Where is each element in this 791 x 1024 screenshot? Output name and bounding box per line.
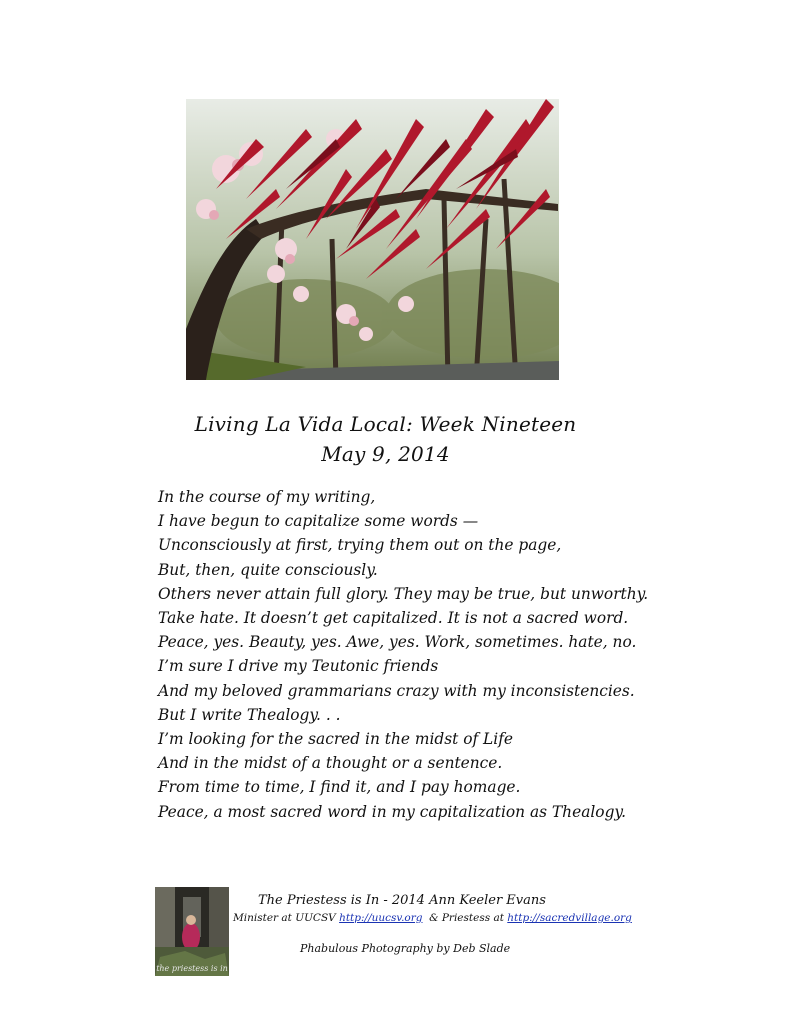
poem-line: Peace, yes. Beauty, yes. Awe, yes. Work, sometimes. hate, no. (158, 633, 637, 652)
priestess-at-text: & Priestess at (422, 912, 508, 924)
logo-caption: the priestess is in (156, 964, 228, 973)
poem-line: In the course of my writing, (158, 488, 376, 506)
header-photo (186, 99, 559, 380)
page-title: Living La Vida Local: Week Nineteen (194, 412, 577, 436)
sacredvillage-link[interactable]: http://sacredvillage.org (507, 912, 632, 924)
uucsv-link[interactable]: http://uucsv.org (339, 912, 423, 924)
footer-credit: The Priestess is In - 2014 Ann Keeler Evans (258, 893, 546, 908)
poem (158, 485, 758, 824)
poem-line: From time to time, I find it, and I pay homage. (158, 778, 521, 797)
photo-credit: Phabulous Photography by Deb Slade (300, 942, 511, 955)
poem-line: But I write Thealogy. . . (158, 705, 341, 724)
poem-line: But, then, quite consciously. (158, 560, 378, 579)
poem-line: I have begun to capitalize some words — (158, 512, 479, 531)
poem-line: Unconsciously at first, trying them out on the page, (158, 536, 562, 555)
poem-line: Peace, a most sacred word in my capitalization as Thealogy. (158, 802, 626, 821)
priestess-logo (155, 887, 229, 976)
poem-line: And my beloved grammarians crazy with my inconsistencies. (158, 681, 635, 700)
poem-line: I’m sure I drive my Teutonic friends (158, 657, 439, 676)
poem-line: Others never attain full glory. They may be true, but unworthy. (158, 584, 649, 603)
poem-line: Take hate. It doesn’t get capitalized. It is not a sacred word. (158, 609, 629, 628)
footer-minister-line (233, 912, 632, 924)
poem-line: I’m looking for the sacred in the midst of Life (158, 730, 513, 749)
page-date: May 9, 2014 (321, 442, 450, 466)
poem-line: And in the midst of a thought or a sentence. (158, 754, 503, 773)
minister-prefix: Minister at UUCSV (233, 912, 340, 924)
